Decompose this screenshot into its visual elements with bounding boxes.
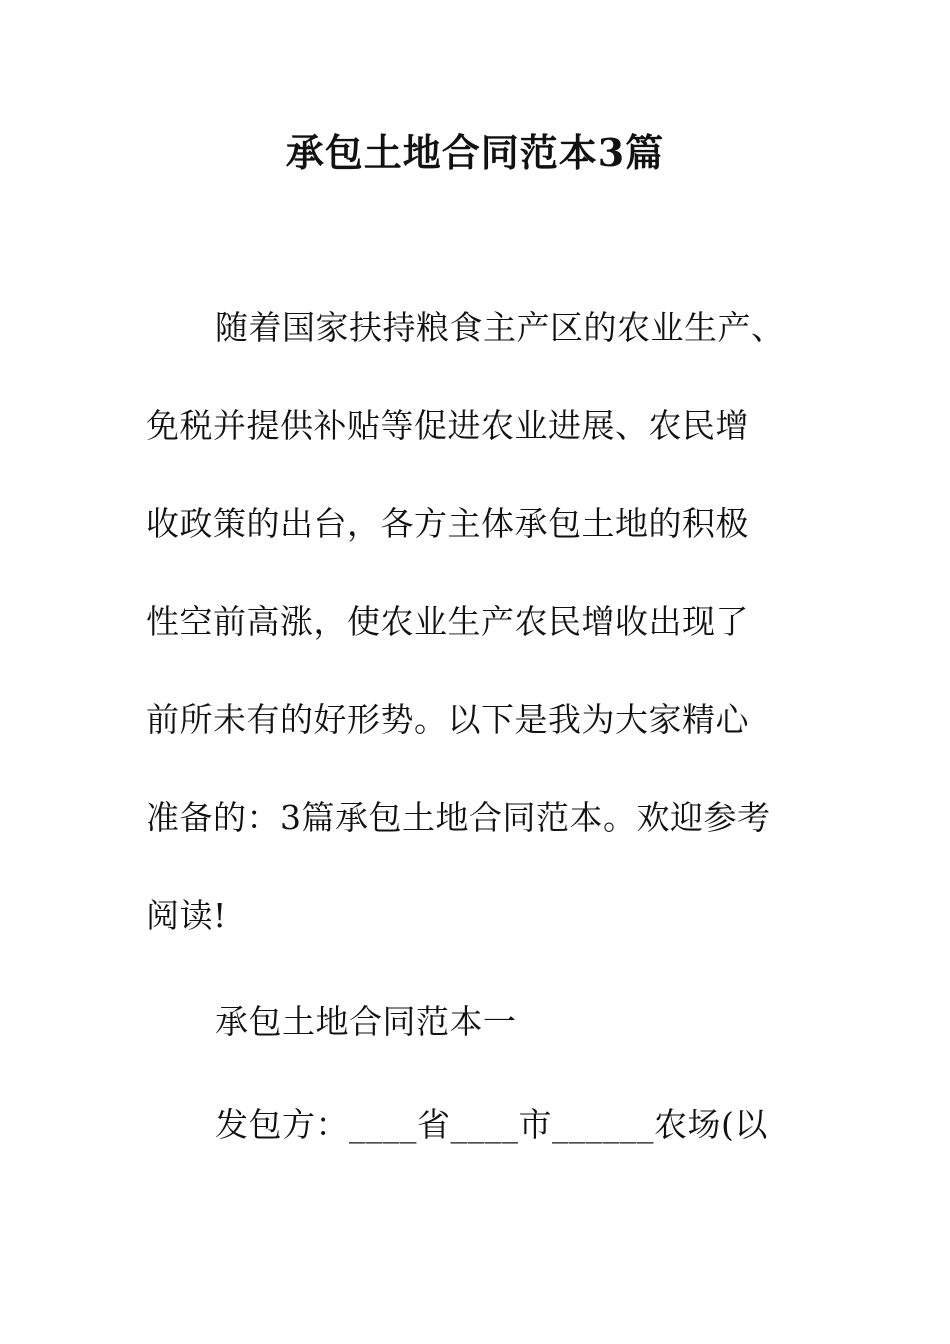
intro-line-2: 免税并提供补贴等促进农业进展、农民增 xyxy=(146,406,749,445)
section-heading: 承包土地合同范本一 xyxy=(215,1002,517,1041)
intro-line-3: 收政策的出台，各方主体承包土地的积极 xyxy=(146,504,749,543)
intro-line-1: 随着国家扶持粮食主产区的农业生产、 xyxy=(215,308,785,347)
intro-line-7: 阅读! xyxy=(146,896,227,935)
intro-line-6: 准备的：3篇承包土地合同范本。欢迎参考 xyxy=(146,798,771,837)
document-title: 承包土地合同范本3篇 xyxy=(285,130,665,175)
party-line: 发包方：____省____市______农场(以 xyxy=(215,1105,768,1144)
intro-line-4: 性空前高涨，使农业生产农民增收出现了 xyxy=(146,602,749,641)
intro-line-5: 前所未有的好形势。以下是我为大家精心 xyxy=(146,700,749,739)
